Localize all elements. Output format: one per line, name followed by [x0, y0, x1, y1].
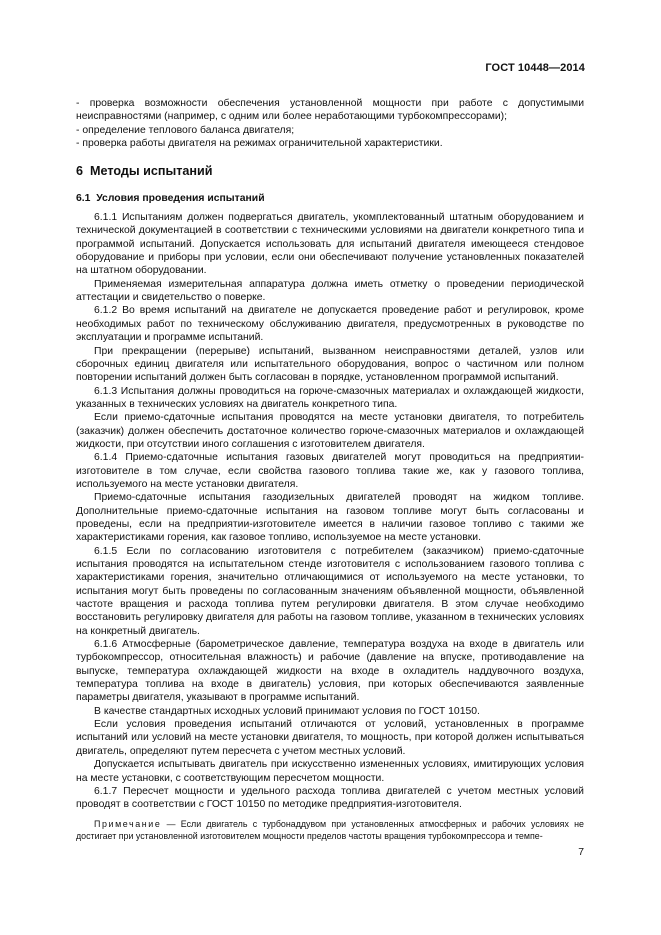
paragraph: 6.1.5 Если по согласованию изготовителя с потребителем (заказчиком) приемо-сдаточные испытания проводятся на испытательном стенде изготовителя с использованием газового топлива с характеристиками горения, значительно отличающимися от используемого на месте установки, то испытания могут быть проведены по согласованным значениям объявленной мощности, объявленной частоте вращения и расхода топлива путем регулировки двигателя. В этом случае необходимо восстановить регулировку двигателя для работы на газовом топливе, указанном в технических условиях на конкретный двигатель. — [76, 545, 584, 637]
note — [76, 818, 584, 842]
page-number: 7 — [578, 847, 584, 858]
note-label: Примечание — [94, 818, 162, 829]
paragraph: 6.1.4 Приемо-сдаточные испытания газовых двигателей могут проводиться на предприятии-изготовителе в том случае, если свойства газового топлива такие же, как у газового топлива, используемого на месте установки двигателя. — [76, 452, 584, 490]
page-content — [76, 97, 584, 842]
paragraph: 6.1.1 Испытаниям должен подвергаться двигатель, укомплектованный штатным оборудованием и технической документацией в соответствии с техническими условиями на двигатели конкретного типа и программой испытаний. Допускается использовать для испытаний двигателя имеющееся стендовое оборудование и приборы при условии, если они обеспечивают получение установленных показателей на штатном оборудовании. — [76, 212, 584, 277]
paragraph: Приемо-сдаточные испытания газодизельных двигателей проводят на жидком топливе. Дополнительные приемо-сдаточные испытания на газовом топливе могут быть согласованы и проведены, если на предприятии-изготовителе имеется в наличии газовое топливо с такими же характеристиками горения, как газовое топливо, используемое на месте установки. — [76, 492, 584, 544]
paragraph: 6.1.6 Атмосферные (барометрическое давление, температура воздуха на входе в двигатель или турбокомпрессор, относительная влажность) и рабочие (давление на впуске, противодавление на выпуске, температура охлаждающей жидкости на входе в охладитель наддувочного воздуха, температура топлива на входе в двигатель) условия, при которых обеспечиваются заявленные параметры двигателя, указывают в программе испытаний. — [76, 639, 584, 704]
section-heading — [76, 165, 584, 178]
subsection-number: 6.1 — [76, 192, 91, 204]
paragraph: Если приемо-сдаточные испытания проводятся на месте установки двигателя, то потребитель (заказчик) должен обеспечить достаточное количество горюче-смазочных материалов и охлаждающей жидкости, при отсутствии иного соглашения с изготовителем двигателя. — [76, 412, 584, 450]
paragraph: 6.1.7 Пересчет мощности и удельного расхода топлива двигателей с учетом местных условий проводят в соответствии с ГОСТ 10150 по методике предприятия-изготовителя. — [76, 785, 584, 811]
paragraph: Применяемая измерительная аппаратура должна иметь отметку о проведении периодической аттестации и свидетельство о поверке. — [76, 278, 584, 304]
paragraph: Допускается испытывать двигатель при искусственно измененных условиях, имитирующих условия на месте установки, с соответствующим пересчетом мощности. — [76, 759, 584, 784]
document-code-header: ГОСТ 10448—2014 — [485, 62, 585, 74]
note-text: — Если двигатель с турбонаддувом при установленных атмосферных и рабочих условиях не достигает при установленной изготовителем мощности пределов частоты вращения турбокомпрессора и темпе- — [76, 818, 584, 841]
subsection-heading — [76, 192, 584, 205]
paragraph: Если условия проведения испытаний отличаются от условий, установленных в программе испытаний или условий на месте установки двигателя, то мощность, при которой должен испытываться двигатель, определяют путем пересчета с учетом местных условий. — [76, 719, 584, 757]
paragraph: В качестве стандартных исходных условий принимают условия по ГОСТ 10150. — [94, 705, 480, 717]
paragraph: 6.1.2 Во время испытаний на двигателе не допускается проведение работ и регулировок, кроме необходимых работ по техническому обслуживанию двигателя, предусмотренных в руководстве по эксплуатации и программе испытаний. — [76, 305, 584, 344]
list-item: - определение теплового баланса двигателя; — [76, 124, 295, 136]
paragraph: При прекращении (перерыве) испытаний, вызванном неисправностями деталей, узлов или сборочных единиц двигателя или испытательного оборудования, вопрос о частичном или полном повторении испытаний должен быть согласован в порядке, установленном программой испытаний. — [76, 345, 584, 384]
subsection-title: Условия проведения испытаний — [96, 192, 265, 204]
list-item: - проверка работы двигателя на режимах ограничительной характеристики. — [76, 138, 443, 150]
section-number: 6 — [76, 164, 84, 179]
paragraph: 6.1.3 Испытания должны проводиться на горюче-смазочных материалах и охлаждающей жидкости, указанных в технических условиях на двигатель конкретного типа. — [76, 385, 584, 410]
section-title: Методы испытаний — [90, 164, 213, 179]
list-item: - проверка возможности обеспечения установленной мощности при работе с допустимыми неисправностями (например, с одним или более неработающими турбокомпрессорами); — [76, 98, 584, 123]
